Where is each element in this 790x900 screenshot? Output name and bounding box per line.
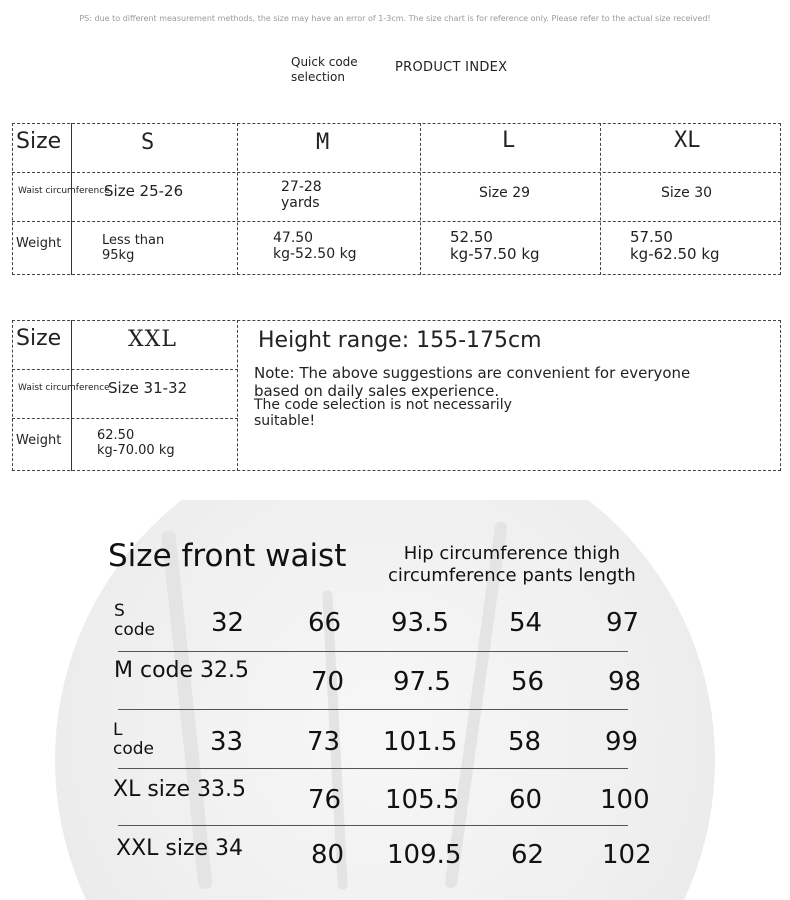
table1-weight-s [102,233,164,263]
size-note-line2: based on daily sales experience. [254,382,500,400]
size-note-line3: The code selection is not necessarily [254,397,512,413]
table1-row-divider-1 [12,172,781,173]
row-xl-label: XL size 33.5 [113,777,246,802]
table2-waist-label: Waist circumference [18,383,110,393]
table1-weight-l-line2: kg-57.50 kg [450,245,540,263]
row-xl-val-3: 105.5 [385,785,460,815]
chart-subtitle-line2: circumference pants length [388,565,636,586]
table1-weight-m [273,230,357,262]
table2-row-divider-1 [12,369,238,370]
row-l-val-5: 99 [605,727,639,757]
row-xxl-val-2: 80 [311,840,345,870]
table2-size-xxl: XXL [128,327,177,352]
row-divider-2 [118,709,628,710]
table1-waist-xl: Size 30 [661,185,713,201]
table2-row-divider-2 [12,418,238,419]
table1-weight-s-line2: 95kg [102,248,135,263]
row-l-label-line1: L [113,720,123,740]
table1-weight-s-line1: Less than [102,233,165,248]
table1-weight-xl-line1: 57.50 [630,228,673,246]
table1-size-m: M [316,130,330,155]
quick-code-selection-label [291,55,358,85]
table1-col-divider-0 [71,123,72,275]
size-note-2 [254,397,512,429]
size-note-line1: Note: The above suggestions are convenient for everyone [254,364,691,382]
row-l-val-4: 58 [508,727,542,757]
row-xxl-label: XXL size 34 [116,836,244,861]
row-s-label-line2: code [114,620,155,640]
table1-weight-l-line1: 52.50 [450,228,493,246]
row-s-val-4: 54 [509,608,543,638]
table2-weight-xxl-line1: 62.50 [97,428,135,443]
table2-weight-label: Weight [16,433,62,448]
chart-subtitle [388,543,636,587]
row-xxl-val-3: 109.5 [387,840,462,870]
row-xl-val-5: 100 [600,785,650,815]
row-l-label [113,721,154,759]
row-xl-val-4: 60 [509,785,543,815]
quick-code-line-2: selection [291,70,345,84]
row-l-val-1: 33 [210,727,244,757]
table1-size-xl: XL [674,128,701,153]
row-s-label-line1: S [114,601,125,621]
row-divider-4 [118,825,628,826]
table2-waist-xxl: Size 31-32 [108,379,188,397]
row-xxl-val-5: 102 [602,840,652,870]
table1-waist-m [281,179,322,211]
table1-weight-xl-line2: kg-62.50 kg [630,245,720,263]
row-s-val-5: 97 [606,608,640,638]
table1-col-divider-1 [237,123,238,275]
row-m-label: M code 32.5 [114,658,250,683]
table1-size-label: Size [16,129,62,154]
row-xl-val-2: 76 [308,785,342,815]
table1-size-s: S [141,130,155,155]
row-m-val-2: 70 [311,667,345,697]
table1-waist-m-line1: 27-28 [281,179,322,195]
table1-waist-m-line2: yards [281,195,320,211]
row-l-val-2: 73 [307,727,341,757]
chart-title: Size front waist [108,538,347,574]
table1-col-divider-3 [600,123,601,275]
row-divider-1 [118,651,628,652]
quick-code-line-1: Quick code [291,55,358,69]
size-note-line4: suitable! [254,413,316,429]
table2-size-label: Size [16,326,62,351]
table1-waist-l: Size 29 [479,185,531,201]
table2-col-divider-0 [71,320,72,471]
table2-col-divider-1 [237,320,238,471]
row-s-val-2: 66 [308,608,342,638]
measurement-disclaimer: PS: due to different measurement methods, the size may have an error of 1-3cm. The size chart is for reference only. Please refer to the actual size received! [79,14,711,23]
table1-col-divider-2 [420,123,421,275]
height-range: Height range: 155-175cm [258,328,542,353]
row-s-val-1: 32 [211,608,245,638]
size-note [254,364,690,400]
table1-weight-label: Weight [16,236,62,251]
chart-subtitle-line1: Hip circumference thigh [403,543,621,564]
measurement-chart [0,500,790,900]
table2-weight-xxl-line2: kg-70.00 kg [97,443,175,458]
row-s-val-3: 93.5 [391,608,449,638]
table1-weight-m-line2: kg-52.50 kg [273,246,357,262]
table1-weight-l [450,229,540,263]
table1-waist-s: Size 25-26 [104,182,184,200]
table1-row-divider-2 [12,221,781,222]
table1-weight-xl [630,229,720,263]
table1-waist-label: Waist circumference [18,186,110,196]
row-s-label [114,602,155,640]
row-divider-3 [118,768,628,769]
table1-weight-m-line1: 47.50 [273,230,314,246]
row-m-val-4: 56 [511,667,545,697]
row-xxl-val-4: 62 [511,840,545,870]
product-index-title: PRODUCT INDEX [395,60,508,75]
table2-weight-xxl [97,428,175,458]
table1-size-l: L [502,128,516,153]
row-m-val-5: 98 [608,667,642,697]
row-l-label-line2: code [113,739,154,759]
row-m-val-3: 97.5 [393,667,451,697]
row-l-val-3: 101.5 [383,727,458,757]
